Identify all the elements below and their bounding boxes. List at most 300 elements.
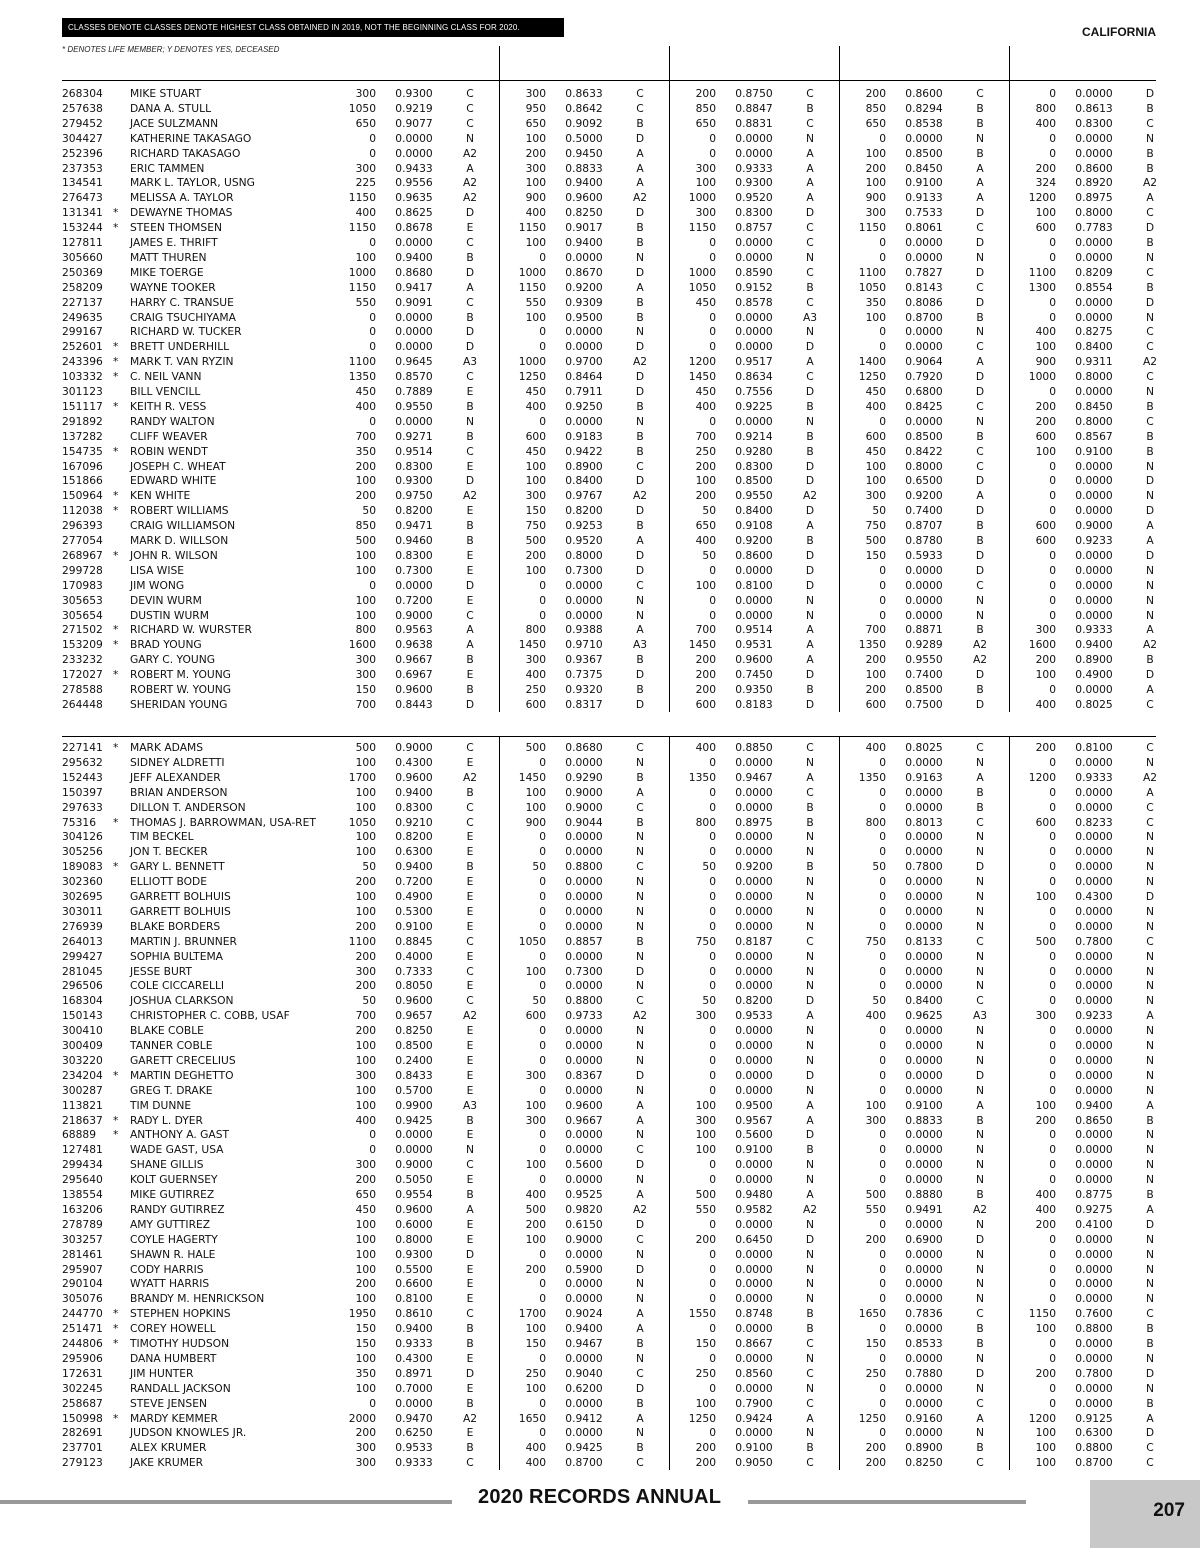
table-row xyxy=(0,978,1200,993)
column-divider xyxy=(1009,46,1010,84)
shot-cell: 1000 xyxy=(348,265,376,279)
life-member-mark: * xyxy=(113,1322,119,1336)
class-cell: B xyxy=(1146,146,1154,160)
avg-cell: 0.9250 xyxy=(565,399,603,413)
class-cell: N xyxy=(976,414,984,428)
avg-cell: 0.8833 xyxy=(905,1113,943,1127)
avg-cell: 0.7836 xyxy=(905,1307,943,1321)
avg-cell: 0.0000 xyxy=(1075,860,1113,874)
avg-cell: 0.0000 xyxy=(1075,295,1113,309)
class-cell: A2 xyxy=(972,1202,988,1216)
member-id: 300410 xyxy=(62,1024,103,1038)
class-cell: N xyxy=(1146,994,1154,1008)
class-cell: N xyxy=(1146,1351,1154,1365)
class-cell: B xyxy=(466,1441,474,1455)
shot-cell: 0 xyxy=(709,236,716,249)
shot-cell: 600 xyxy=(1035,815,1056,829)
member-name: ROBERT WILLIAMS xyxy=(130,504,229,518)
shot-cell: 0 xyxy=(1049,979,1056,993)
life-member-mark: * xyxy=(113,623,119,637)
shot-cell: 300 xyxy=(355,668,376,682)
avg-cell: 0.8570 xyxy=(395,370,433,384)
avg-cell: 0.0000 xyxy=(565,1128,603,1142)
class-cell: D xyxy=(635,340,645,354)
avg-cell: 0.7333 xyxy=(395,964,433,978)
shot-cell: 0 xyxy=(369,414,376,428)
shot-cell: 0 xyxy=(879,964,886,978)
avg-cell: 0.0000 xyxy=(565,340,603,354)
shot-cell: 300 xyxy=(865,489,886,503)
shot-cell: 200 xyxy=(695,1232,716,1246)
avg-cell: 0.8533 xyxy=(905,1337,943,1350)
shot-cell: 0 xyxy=(1049,593,1056,607)
member-name: SOPHIA BULTEMA xyxy=(130,949,223,963)
member-name: SHAWN R. HALE xyxy=(130,1247,216,1261)
avg-cell: 0.9300 xyxy=(395,87,433,100)
table-row xyxy=(0,1053,1200,1068)
avg-cell: 0.0000 xyxy=(735,964,773,978)
shot-cell: 400 xyxy=(525,668,546,682)
shot-cell: 200 xyxy=(695,489,716,503)
class-cell: A xyxy=(466,1202,474,1216)
class-cell: B xyxy=(976,101,984,115)
class-cell: N xyxy=(1146,1247,1154,1261)
avg-cell: 0.9424 xyxy=(735,1411,773,1425)
avg-cell: 0.0000 xyxy=(905,890,943,903)
avg-cell: 0.7556 xyxy=(735,385,773,398)
shot-cell: 350 xyxy=(355,1366,376,1380)
member-id: 227137 xyxy=(62,295,103,309)
avg-cell: 0.8650 xyxy=(1075,1113,1113,1127)
shot-cell: 0 xyxy=(709,875,716,889)
avg-cell: 0.9667 xyxy=(395,653,433,667)
avg-cell: 0.0000 xyxy=(1075,563,1113,577)
shot-cell: 450 xyxy=(525,385,546,398)
shot-cell: 0 xyxy=(879,1381,886,1395)
shot-cell: 200 xyxy=(695,1456,716,1470)
avg-cell: 0.0000 xyxy=(565,979,603,993)
shot-cell: 0 xyxy=(369,1128,376,1142)
avg-cell: 0.9425 xyxy=(565,1441,603,1455)
shot-cell: 0 xyxy=(1049,578,1056,592)
class-cell: B xyxy=(1146,429,1154,443)
avg-cell: 0.0000 xyxy=(1075,1053,1113,1067)
shot-cell: 200 xyxy=(1035,161,1056,175)
member-id: 303220 xyxy=(62,1053,103,1067)
avg-cell: 0.5900 xyxy=(565,1262,603,1276)
avg-cell: 0.8200 xyxy=(735,994,773,1008)
shot-cell: 200 xyxy=(355,1024,376,1038)
avg-cell: 0.0000 xyxy=(1075,1232,1113,1246)
avg-cell: 0.0000 xyxy=(905,1024,943,1038)
table-row xyxy=(0,919,1200,934)
shot-cell: 1250 xyxy=(858,370,886,384)
shot-cell: 0 xyxy=(1049,1262,1056,1276)
shot-cell: 1000 xyxy=(518,265,546,279)
shot-cell: 0 xyxy=(879,1396,886,1410)
class-cell: D xyxy=(1145,1426,1155,1440)
avg-cell: 0.0000 xyxy=(1075,1381,1113,1395)
shot-cell: 100 xyxy=(865,176,886,190)
shot-cell: 200 xyxy=(695,653,716,667)
avg-cell: 0.0000 xyxy=(565,1053,603,1067)
member-name: ROBERT W. YOUNG xyxy=(130,683,232,696)
avg-cell: 0.0000 xyxy=(735,785,773,799)
avg-cell: 0.9563 xyxy=(395,623,433,637)
avg-cell: 0.9000 xyxy=(395,608,433,622)
shot-cell: 0 xyxy=(1049,459,1056,473)
class-cell: E xyxy=(466,830,474,844)
class-cell: C xyxy=(976,1396,984,1410)
class-cell: C xyxy=(806,370,814,384)
shot-cell: 1250 xyxy=(688,1411,716,1425)
class-cell: D xyxy=(635,563,645,577)
avg-cell: 0.0000 xyxy=(1075,1277,1113,1291)
member-id: 264448 xyxy=(62,697,103,711)
class-cell: C xyxy=(806,741,814,754)
rule-line xyxy=(62,736,1156,737)
class-cell: A xyxy=(1146,623,1154,637)
class-cell: C xyxy=(806,265,814,279)
class-cell: A xyxy=(976,176,984,190)
avg-cell: 0.9556 xyxy=(395,176,433,190)
shot-cell: 0 xyxy=(879,1351,886,1365)
member-id: 257638 xyxy=(62,101,103,115)
avg-cell: 0.0000 xyxy=(735,1351,773,1365)
shot-cell: 300 xyxy=(695,1113,716,1127)
class-cell: B xyxy=(636,1396,644,1410)
shot-cell: 700 xyxy=(865,623,886,637)
shot-cell: 0 xyxy=(879,593,886,607)
avg-cell: 0.0000 xyxy=(565,830,603,844)
member-id: 134541 xyxy=(62,176,103,190)
avg-cell: 0.9412 xyxy=(565,1411,603,1425)
avg-cell: 0.9667 xyxy=(565,1113,603,1127)
shot-cell: 200 xyxy=(1035,653,1056,667)
avg-cell: 0.9040 xyxy=(565,1366,603,1380)
shot-cell: 0 xyxy=(709,1322,716,1336)
shot-cell: 100 xyxy=(355,830,376,844)
class-cell: D xyxy=(805,1232,815,1246)
avg-cell: 0.9400 xyxy=(395,860,433,874)
shot-cell: 50 xyxy=(872,860,886,874)
class-cell: C xyxy=(1146,741,1154,754)
class-cell: A2 xyxy=(972,638,988,652)
member-id: 112038 xyxy=(62,504,103,518)
table-row xyxy=(0,250,1200,265)
class-cell: B xyxy=(976,1441,984,1455)
class-cell: D xyxy=(635,385,645,398)
shot-cell: 0 xyxy=(879,250,886,264)
shot-cell: 200 xyxy=(695,459,716,473)
avg-cell: 0.9388 xyxy=(565,623,603,637)
shot-cell: 100 xyxy=(355,755,376,769)
shot-cell: 50 xyxy=(362,860,376,874)
member-name: CLIFF WEAVER xyxy=(130,429,208,443)
member-id: 250369 xyxy=(62,265,103,279)
class-cell: A xyxy=(806,653,814,667)
shot-cell: 750 xyxy=(525,519,546,533)
shot-cell: 700 xyxy=(695,623,716,637)
table-row xyxy=(0,533,1200,548)
member-name: GARRETT BOLHUIS xyxy=(130,904,231,918)
shot-cell: 0 xyxy=(539,1351,546,1365)
avg-cell: 0.9300 xyxy=(395,474,433,488)
avg-cell: 0.9125 xyxy=(1075,1411,1113,1425)
table-row xyxy=(0,131,1200,146)
avg-cell: 0.8400 xyxy=(905,994,943,1008)
shot-cell: 0 xyxy=(539,578,546,592)
class-cell: N xyxy=(1146,1277,1154,1291)
avg-cell: 0.4100 xyxy=(1075,1217,1113,1231)
avg-cell: 0.0000 xyxy=(565,755,603,769)
member-name: CHRISTOPHER C. COBB, USAF xyxy=(130,1009,290,1023)
member-id: 305654 xyxy=(62,608,103,622)
avg-cell: 0.8833 xyxy=(565,161,603,175)
class-cell: B xyxy=(636,1337,644,1350)
class-cell: N xyxy=(806,890,814,903)
member-name: JOSHUA CLARKSON xyxy=(130,994,234,1008)
shot-cell: 450 xyxy=(695,295,716,309)
class-cell: N xyxy=(1146,1158,1154,1172)
avg-cell: 0.9050 xyxy=(735,1456,773,1470)
shot-cell: 100 xyxy=(1035,1441,1056,1455)
class-cell: A xyxy=(806,1009,814,1023)
table-row xyxy=(0,444,1200,459)
avg-cell: 0.0000 xyxy=(565,1396,603,1410)
class-cell: D xyxy=(635,697,645,711)
shot-cell: 550 xyxy=(695,1202,716,1216)
shot-cell: 150 xyxy=(355,683,376,696)
shot-cell: 0 xyxy=(539,1039,546,1052)
member-name: AMY GUTTIREZ xyxy=(130,1217,211,1231)
class-cell: D xyxy=(635,1068,645,1082)
avg-cell: 0.0000 xyxy=(395,325,433,339)
shot-cell: 0 xyxy=(879,578,886,592)
avg-cell: 0.9400 xyxy=(395,1322,433,1336)
class-cell: N xyxy=(1146,593,1154,607)
member-id: 305653 xyxy=(62,593,103,607)
shot-cell: 1400 xyxy=(858,355,886,369)
shot-cell: 100 xyxy=(355,1381,376,1395)
class-cell: N xyxy=(636,593,644,607)
shot-cell: 50 xyxy=(702,504,716,518)
class-cell: C xyxy=(636,741,644,754)
avg-cell: 0.9550 xyxy=(905,653,943,667)
member-id: 244806 xyxy=(62,1337,103,1350)
table-row xyxy=(0,667,1200,682)
class-cell: B xyxy=(636,310,644,324)
class-cell: D xyxy=(975,1366,985,1380)
class-cell: C xyxy=(466,934,474,948)
class-cell: E xyxy=(466,1173,474,1187)
table-row xyxy=(0,1336,1200,1351)
shot-cell: 0 xyxy=(1049,845,1056,859)
class-cell: B xyxy=(976,534,984,547)
shot-cell: 300 xyxy=(525,1113,546,1127)
class-cell: B xyxy=(1146,1113,1154,1127)
avg-cell: 0.9500 xyxy=(735,1098,773,1112)
avg-cell: 0.0000 xyxy=(1075,1083,1113,1097)
class-cell: B xyxy=(466,1337,474,1350)
table-row xyxy=(0,1172,1200,1187)
class-cell: B xyxy=(636,815,644,829)
class-cell: N xyxy=(636,755,644,769)
class-cell: B xyxy=(976,146,984,160)
member-id: 189083 xyxy=(62,860,103,874)
class-cell: N xyxy=(636,1083,644,1097)
class-cell: N xyxy=(1146,310,1154,324)
class-cell: B xyxy=(806,683,814,696)
shot-cell: 100 xyxy=(525,563,546,577)
member-name: GREG T. DRAKE xyxy=(130,1083,213,1097)
footer-rule-right xyxy=(748,1500,1026,1504)
member-name: BLAKE BORDERS xyxy=(130,919,221,933)
avg-cell: 0.0000 xyxy=(735,1381,773,1395)
shot-cell: 150 xyxy=(355,1337,376,1350)
member-id: 153209 xyxy=(62,638,103,652)
class-cell: E xyxy=(466,1128,474,1142)
class-cell: C xyxy=(806,1366,814,1380)
table-row xyxy=(0,265,1200,280)
avg-cell: 0.9000 xyxy=(565,1232,603,1246)
member-name: MIKE STUART xyxy=(130,87,202,100)
avg-cell: 0.0000 xyxy=(395,146,433,160)
avg-cell: 0.8600 xyxy=(905,87,943,100)
avg-cell: 0.7375 xyxy=(565,668,603,682)
shot-cell: 100 xyxy=(865,459,886,473)
shot-cell: 300 xyxy=(525,653,546,667)
shot-cell: 400 xyxy=(525,206,546,220)
class-cell: E xyxy=(466,890,474,903)
avg-cell: 0.5700 xyxy=(395,1083,433,1097)
shot-cell: 200 xyxy=(525,146,546,160)
class-cell: C xyxy=(466,608,474,622)
avg-cell: 0.0000 xyxy=(735,800,773,814)
avg-cell: 0.9470 xyxy=(395,1411,433,1425)
avg-cell: 0.9480 xyxy=(735,1188,773,1201)
avg-cell: 0.0000 xyxy=(1075,785,1113,799)
class-cell: D xyxy=(635,1262,645,1276)
class-cell: N xyxy=(636,979,644,993)
shot-cell: 0 xyxy=(879,919,886,933)
column-divider xyxy=(499,84,500,712)
shot-cell: 400 xyxy=(1035,116,1056,130)
class-cell: N xyxy=(636,325,644,339)
member-id: 302695 xyxy=(62,890,103,903)
shot-cell: 650 xyxy=(695,116,716,130)
member-name: HARRY C. TRANSUE xyxy=(130,295,234,309)
shot-cell: 0 xyxy=(879,1068,886,1082)
table-row xyxy=(0,429,1200,444)
class-cell: C xyxy=(976,741,984,754)
avg-cell: 0.8757 xyxy=(735,221,773,235)
shot-cell: 200 xyxy=(865,683,886,696)
shot-cell: 0 xyxy=(709,1083,716,1097)
avg-cell: 0.0000 xyxy=(1075,593,1113,607)
shot-cell: 300 xyxy=(355,1456,376,1470)
member-id: 299728 xyxy=(62,563,103,577)
member-id: 268304 xyxy=(62,87,103,100)
shot-cell: 0 xyxy=(1049,800,1056,814)
avg-cell: 0.9400 xyxy=(1075,638,1113,652)
avg-cell: 0.0000 xyxy=(905,1262,943,1276)
table-row xyxy=(0,1142,1200,1157)
shot-cell: 200 xyxy=(1035,1366,1056,1380)
avg-cell: 0.7533 xyxy=(905,206,943,220)
class-cell: B xyxy=(806,1441,814,1455)
shot-cell: 1000 xyxy=(518,355,546,369)
avg-cell: 0.0000 xyxy=(735,949,773,963)
avg-cell: 0.6250 xyxy=(395,1426,433,1440)
table-row xyxy=(0,161,1200,176)
avg-cell: 0.9491 xyxy=(905,1202,943,1216)
class-cell: E xyxy=(466,1083,474,1097)
shot-cell: 0 xyxy=(709,608,716,622)
avg-cell: 0.6800 xyxy=(905,385,943,398)
page-number-box xyxy=(1090,1480,1200,1548)
avg-cell: 0.8133 xyxy=(905,934,943,948)
table-row xyxy=(0,829,1200,844)
shot-cell: 0 xyxy=(709,1158,716,1172)
avg-cell: 0.9290 xyxy=(565,770,603,784)
member-name: KOLT GUERNSEY xyxy=(130,1173,218,1187)
class-cell: C xyxy=(1146,1441,1154,1455)
avg-cell: 0.9422 xyxy=(565,444,603,458)
class-cell: N xyxy=(976,755,984,769)
avg-cell: 0.0000 xyxy=(395,310,433,324)
avg-cell: 0.0000 xyxy=(905,1217,943,1231)
avg-cell: 0.8086 xyxy=(905,295,943,309)
avg-cell: 0.0000 xyxy=(905,1173,943,1187)
shot-cell: 0 xyxy=(1049,1024,1056,1038)
table-row xyxy=(0,518,1200,533)
class-cell: N xyxy=(1146,489,1154,503)
avg-cell: 0.0000 xyxy=(565,1426,603,1440)
avg-cell: 0.0000 xyxy=(1075,1143,1113,1157)
class-cell: N xyxy=(636,1351,644,1365)
shot-cell: 450 xyxy=(525,444,546,458)
class-cell: A xyxy=(806,1411,814,1425)
class-cell: D xyxy=(975,860,985,874)
shot-cell: 0 xyxy=(879,1039,886,1052)
shot-cell: 800 xyxy=(525,623,546,637)
shot-cell: 100 xyxy=(865,1098,886,1112)
class-cell: E xyxy=(466,755,474,769)
avg-cell: 0.0000 xyxy=(905,1351,943,1365)
avg-cell: 0.9400 xyxy=(565,1322,603,1336)
shot-cell: 300 xyxy=(865,1113,886,1127)
avg-cell: 0.8000 xyxy=(1075,206,1113,220)
shot-cell: 500 xyxy=(525,1202,546,1216)
class-cell: D xyxy=(1145,474,1155,488)
shot-cell: 0 xyxy=(709,949,716,963)
shot-cell: 250 xyxy=(695,444,716,458)
class-cell: N xyxy=(806,919,814,933)
avg-cell: 0.0000 xyxy=(1075,830,1113,844)
class-cell: N xyxy=(806,1217,814,1231)
table-row xyxy=(0,1366,1200,1381)
shot-cell: 400 xyxy=(355,206,376,220)
class-cell: A xyxy=(466,623,474,637)
avg-cell: 0.0000 xyxy=(1075,1024,1113,1038)
shot-cell: 100 xyxy=(865,146,886,160)
shot-cell: 0 xyxy=(709,310,716,324)
member-id: 296506 xyxy=(62,979,103,993)
class-cell: N xyxy=(1146,1083,1154,1097)
class-cell: N xyxy=(636,904,644,918)
avg-cell: 0.8871 xyxy=(905,623,943,637)
